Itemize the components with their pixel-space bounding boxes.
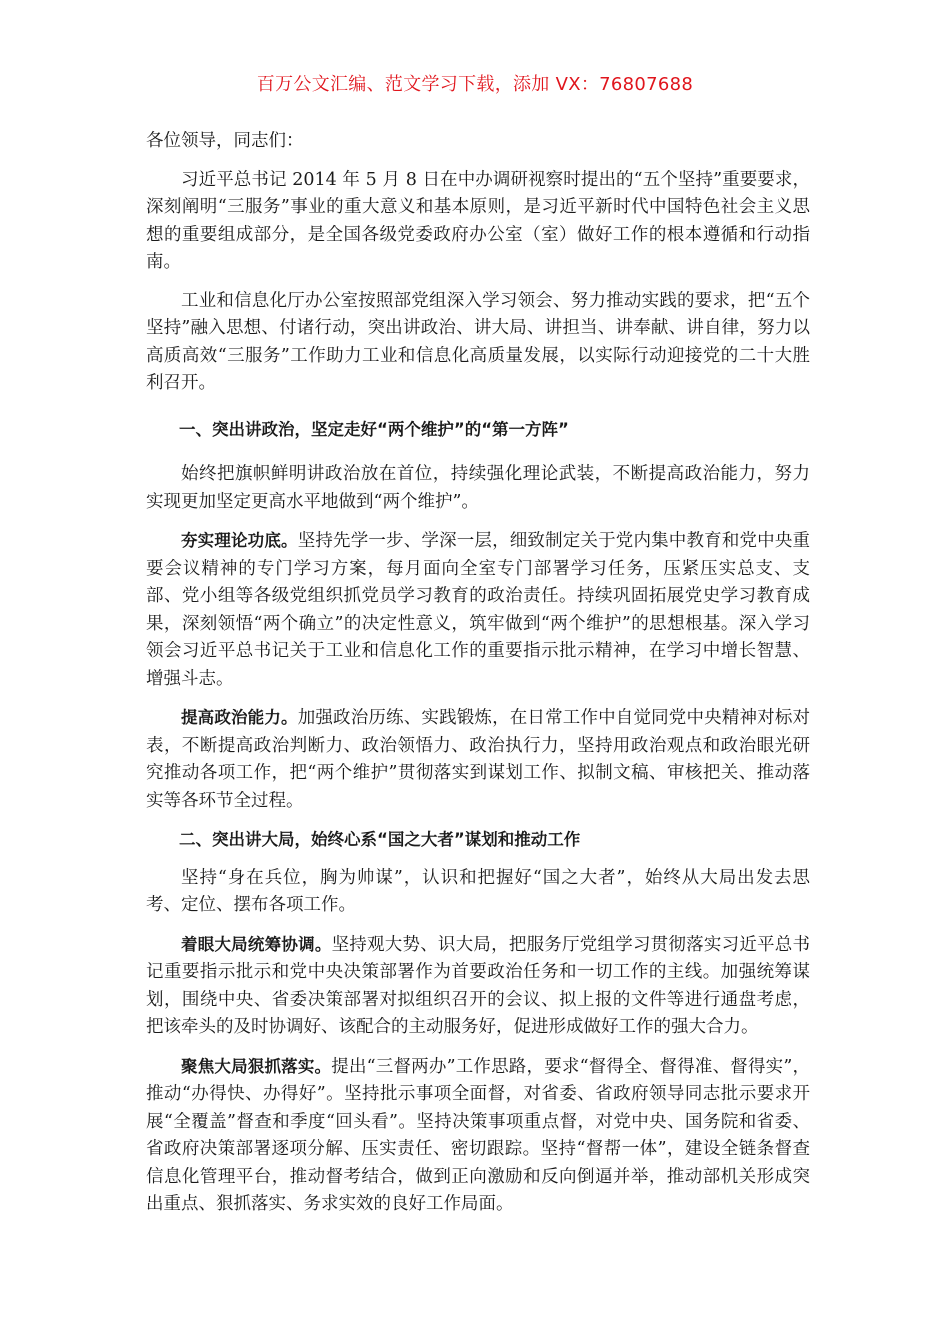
item-body: 提出“三督两办”工作思路，要求“督得全、督得准、督得实”，推动“办得快、办得好”。坚持批示事项全面督，对省委、省政府领导同志批示要求开展“全覆盖”督查和季度“回头看”。坚持决策事项重点督，对党中央、国务院和省委、省政府决策部署逐项分解、压实责任、密切跟踪。坚持“督帮一体”，建设全链条督查信息化管理平台，推动督考结合，做到正向激励和反向倒逼并举，推动部机关形成突出重点、狠抓落实、务求实效的良好工作局面。 (146, 1056, 811, 1214)
document-body (146, 128, 810, 1230)
intro-paragraph: 工业和信息化厅办公室按照部党组深入学习领会、努力推动实践的要求，把“五个坚持”融入思想、付诸行动，突出讲政治、讲大局、讲担当、讲奉献、讲自律，努力以高质高效“三服务”工作助力工业和信息化高质量发展，以实际行动迎接党的二十大胜利召开。 (146, 290, 810, 393)
section-heading: 二、突出讲大局，始终心系“国之大者”谋划和推动工作 (179, 830, 581, 849)
item-body: 坚持先学一步、学深一层，细致制定关于党内集中教育和党中央重要会议精神的专门学习方案，每月面向全室专门部署学习任务，压紧压实总支、支部、党小组等各级党组织抓党员学习教育的政治责任。持续巩固拓展党史学习教育成果，深刻领悟“两个确立”的决定性意义，筑牢做到“两个维护”的思想根基。深入学习领会习近平总书记关于工业和信息化工作的重要指示批示精神，在学习中增长智慧、增强斗志。 (146, 531, 811, 689)
section-intro: 始终把旗帜鲜明讲政治放在首位，持续强化理论武装，不断提高政治能力，努力实现更加坚定更高水平地做到“两个维护”。 (146, 464, 810, 512)
item-body: 加强政治历练、实践锻炼，在日常工作中自觉同党中央精神对标对表，不断提高政治判断力、政治领悟力、政治执行力，坚持用政治观点和政治眼光研究推动各项工作，把“两个维护”贯彻落实到谋划工作、拟制文稿、审核把关、推动落实等各环节全过程。 (146, 708, 811, 811)
section-intro: 坚持“身在兵位，胸为帅谋”，认识和把握好“国之大者”，始终从大局出发去思考、定位、摆布各项工作。 (146, 867, 810, 915)
section-item (146, 704, 810, 815)
item-lead: 提高政治能力。 (181, 708, 298, 727)
watermark-header: 百万公文汇编、范文学习下载，添加 VX：76807688 (256, 74, 694, 95)
item-lead: 着眼大局统筹协调。 (181, 934, 332, 954)
item-body: 坚持观大势、识大局，把服务厅党组学习贯彻落实习近平总书记重要指示批示和党中央决策部署作为首要政治任务和一切工作的主线。加强统筹谋划，围绕中央、省委决策部署对拟组织召开的会议、拟上报的文件等进行通盘考虑，把该牵头的及时协调好、该配合的主动服务好，促进形成做好工作的强大合力。 (146, 934, 811, 1037)
item-lead: 聚焦大局狠抓落实。 (181, 1056, 332, 1076)
section-item (146, 527, 810, 693)
item-lead: 夯实理论功底。 (181, 531, 298, 550)
section-item (146, 931, 810, 1042)
salutation: 各位领导，同志们： (146, 131, 304, 151)
section-heading: 一、突出讲政治，坚定走好“两个维护”的“第一方阵” (179, 419, 569, 439)
intro-paragraph: 习近平总书记 2014 年 5 月 8 日在中办调研视察时提出的“五个坚持”重要要求，深刻阐明“三服务”事业的重大意义和基本原则，是习近平新时代中国特色社会主义思想的重要组成部分，是全国各级党委政府办公室（室）做好工作的根本遵循和行动指南。 (146, 169, 810, 272)
section-item (146, 1053, 810, 1219)
